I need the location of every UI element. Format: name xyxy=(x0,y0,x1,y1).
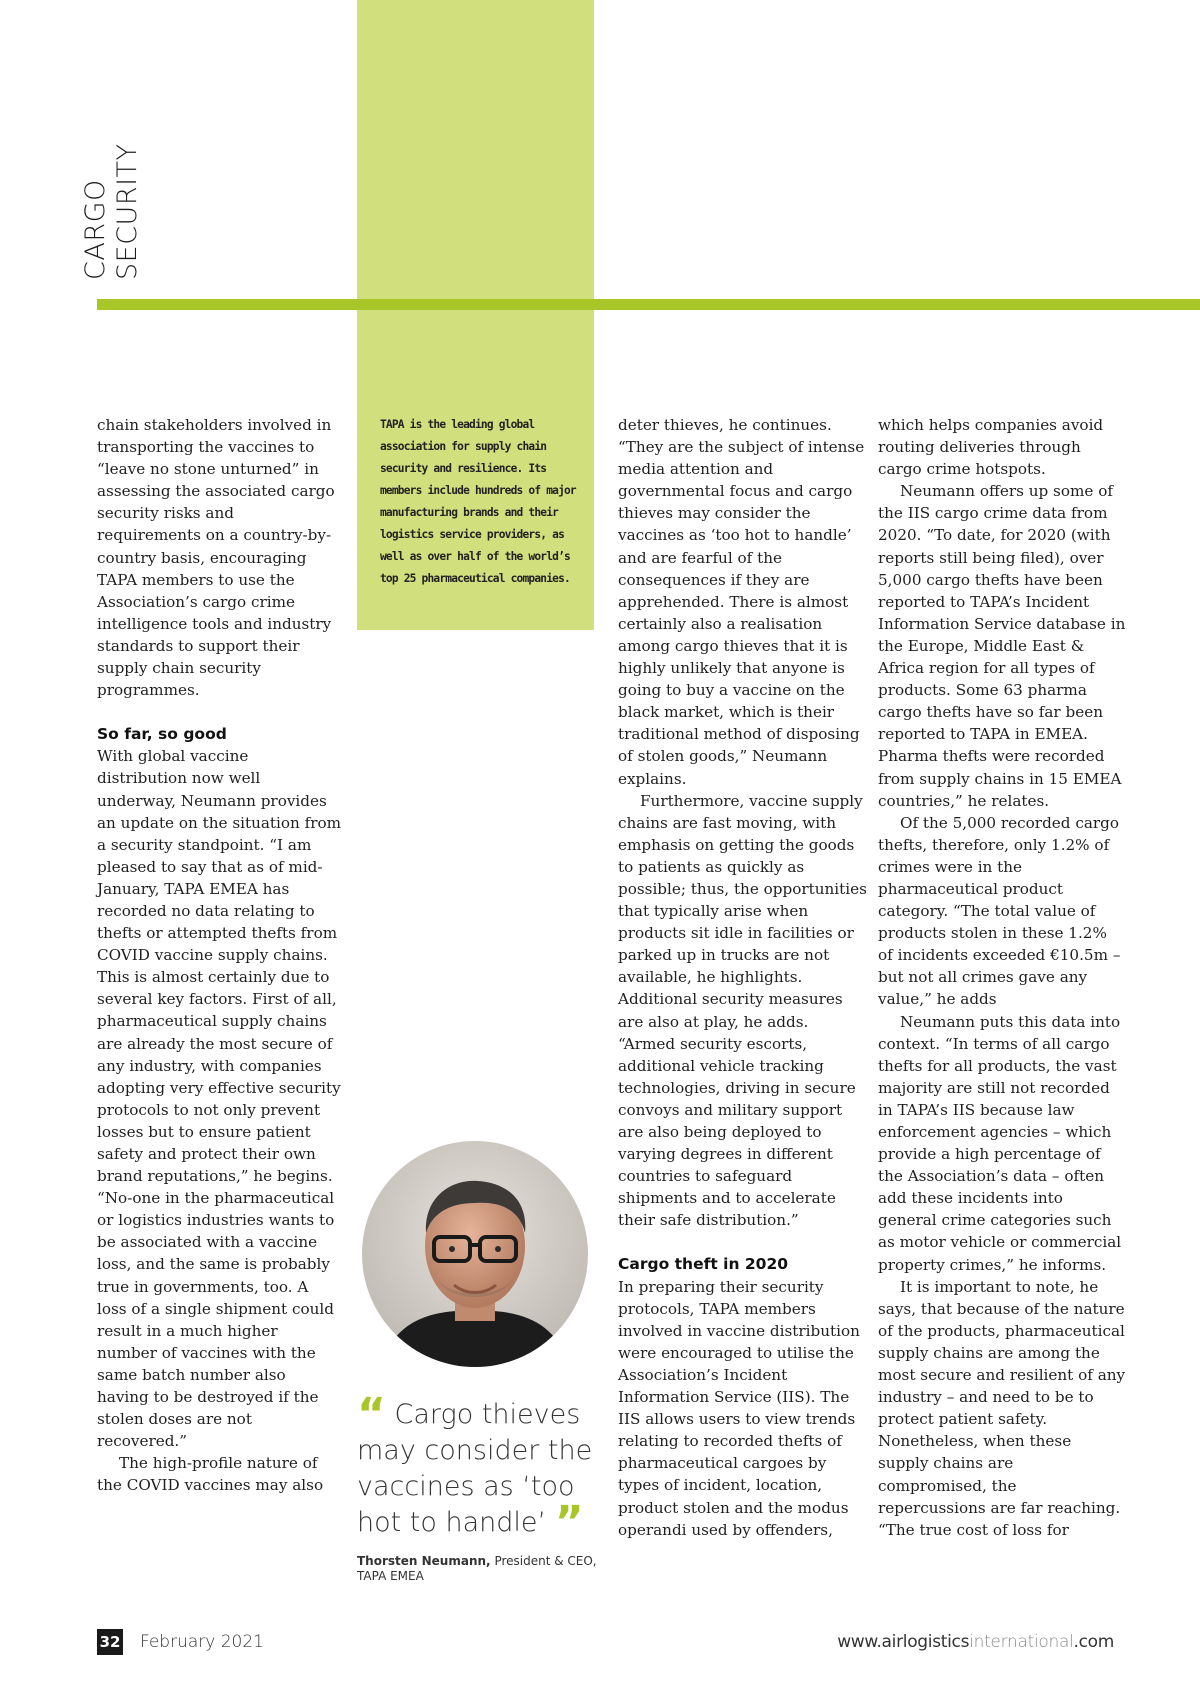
article-column-1 xyxy=(97,414,342,1497)
column1-paragraph-1: chain stakeholders involved in transporting the vaccines to “leave no stone unturned” in assessing the associated cargo security risks and requirements on a country-by-country basis, encouraging TAPA members to use the Association’s cargo crime intelligence tools and industry standards to support their supply chain security programmes. xyxy=(97,416,335,700)
pull-quote xyxy=(357,1389,602,1548)
subheading-so-far-so-good: So far, so good xyxy=(97,725,227,744)
column4-paragraph-1: which helps companies avoid routing deliveries through cargo crime hotspots. xyxy=(878,416,1104,479)
column3-paragraph-3: In preparing their security protocols, TAPA members involved in vaccine distribution were encouraged to utilise the Association’s Incident Information Service (IIS). The IIS allows users to view trends relating to recorded thefts of pharmaceutical cargoes by types of incident, location, product stolen and the modus operandi used by offenders, xyxy=(618,1277,860,1539)
open-quote-mark: “ xyxy=(357,1389,386,1440)
column4-paragraph-2: Neumann offers up some of the IIS cargo crime data from 2020. “To date, for 2020 (with reports still being filed), over 5,000 cargo thefts have been reported to TAPA’s Incident Information Service database in the Europe, Middle East & Africa region for all types of products. Some 63 pharma cargo thefts have so far been reported to TAPA in EMEA. Pharma thefts were recorded from supply chains in 15 EMEA countries,” he relates. xyxy=(878,482,1126,810)
issue-date: February 2021 xyxy=(140,1632,264,1652)
section-label xyxy=(80,140,160,280)
url-start: www.airlogistics xyxy=(837,1632,970,1652)
column3-paragraph-2: Furthermore, vaccine supply chains are fast moving, with emphasis on getting the goods to patients as quickly as possible; thus, the opportunities that typically arise when products sit idle in facilities or parked up in trucks are not available, he highlights. Additional security measures are also at play, he adds. “Armed security escorts, additional vehicle tracking technologies, driving in secure convoys and military support are also being deployed to varying degrees in different countries to safeguard shipments and to accelerate their safe distribution.” xyxy=(618,791,867,1230)
close-quote-mark: ” xyxy=(554,1497,584,1548)
column1-paragraph-2: With global vaccine distribution now well underway, Neumann provides an update on the situation from a security standpoint. “I am pleased to say that as of mid-January, TAPA EMEA has recorded no data relating to thefts or attempted thefts from COVID vaccine supply chains. This is almost certainly due to several key factors. First of all, pharmaceutical supply chains are already the most secure of any industry, with companies adopting very effective security protocols to not only prevent losses but to ensure patient safety and protect their own brand reputations,” he begins. “No-one in the pharmaceutical or logistics industries wants to be associated with a vaccine loss, and the same is probably true in governments, too. A loss of a single shipment could result in a much higher number of vaccines with the same batch number also having to be destroyed if the stolen doses are not recovered.” xyxy=(97,747,342,1451)
section-label-line1: CARGO xyxy=(80,179,111,280)
url-end: .com xyxy=(1073,1632,1114,1652)
article-column-3 xyxy=(618,414,870,1541)
section-divider-rule xyxy=(97,299,1200,310)
column3-paragraph-1: deter thieves, he continues. “They are the subject of intense media attention and governmental focus and cargo thieves may consider the vaccines as ‘too hot to handle’ and are fearful of the consequences if they are apprehended. There is almost certainly also a realisation among cargo thieves that it is highly unlikely that anyone is going to buy a vaccine on the black market, which is their traditional method of disposing of stolen goods,” Neumann explains. xyxy=(618,416,865,788)
subheading-cargo-theft-2020: Cargo theft in 2020 xyxy=(618,1255,789,1274)
attribution-name: Thorsten Neumann, xyxy=(357,1554,491,1568)
url-mid: international xyxy=(969,1632,1074,1652)
portrait-photo xyxy=(362,1141,588,1367)
column4-paragraph-3: Of the 5,000 recorded cargo thefts, therefore, only 1.2% of crimes were in the pharmaceutical product category. “The total value of products stolen in these 1.2% of incidents exceeded €10.5m – but not all crimes gave any value,” he adds xyxy=(878,813,1121,1009)
quote-attribution xyxy=(357,1554,607,1584)
column1-paragraph-3: The high-profile nature of the COVID vaccines may also xyxy=(97,1454,324,1495)
sidebar-note: TAPA is the leading global association for supply chain security and resilience. Its members include hundreds of major manufacturing brands and their logistics service providers, as well as over half of the world’s top 25 pharmaceutical companies. xyxy=(380,418,576,585)
page-number: 32 xyxy=(97,1629,123,1655)
attribution-role: President & CEO, TAPA EMEA xyxy=(357,1554,597,1583)
column4-paragraph-5: It is important to note, he says, that because of the nature of the products, pharmaceutical supply chains are among the most secure and resilient of any industry – and need to be to protect patient safety. Nonetheless, when these supply chains are compromised, the repercussions are far reaching. “The true cost of loss for xyxy=(878,1277,1126,1539)
website-url[interactable] xyxy=(837,1630,1114,1654)
column4-paragraph-4: Neumann puts this data into context. “In terms of all cargo thefts for all products, the vast majority are still not recorded in TAPA’s IIS because law enforcement agencies – which provide a high percentage of the Association’s data – often add these incidents into general crime categories such as motor vehicle or commercial property crimes,” he informs. xyxy=(878,1012,1122,1274)
article-column-4 xyxy=(878,414,1126,1541)
portrait-illustration xyxy=(362,1141,588,1367)
section-label-line2: SECURITY xyxy=(112,143,143,280)
pull-quote-text: Cargo thieves may consider the vaccines as ‘too hot to handle’ xyxy=(357,1399,593,1538)
